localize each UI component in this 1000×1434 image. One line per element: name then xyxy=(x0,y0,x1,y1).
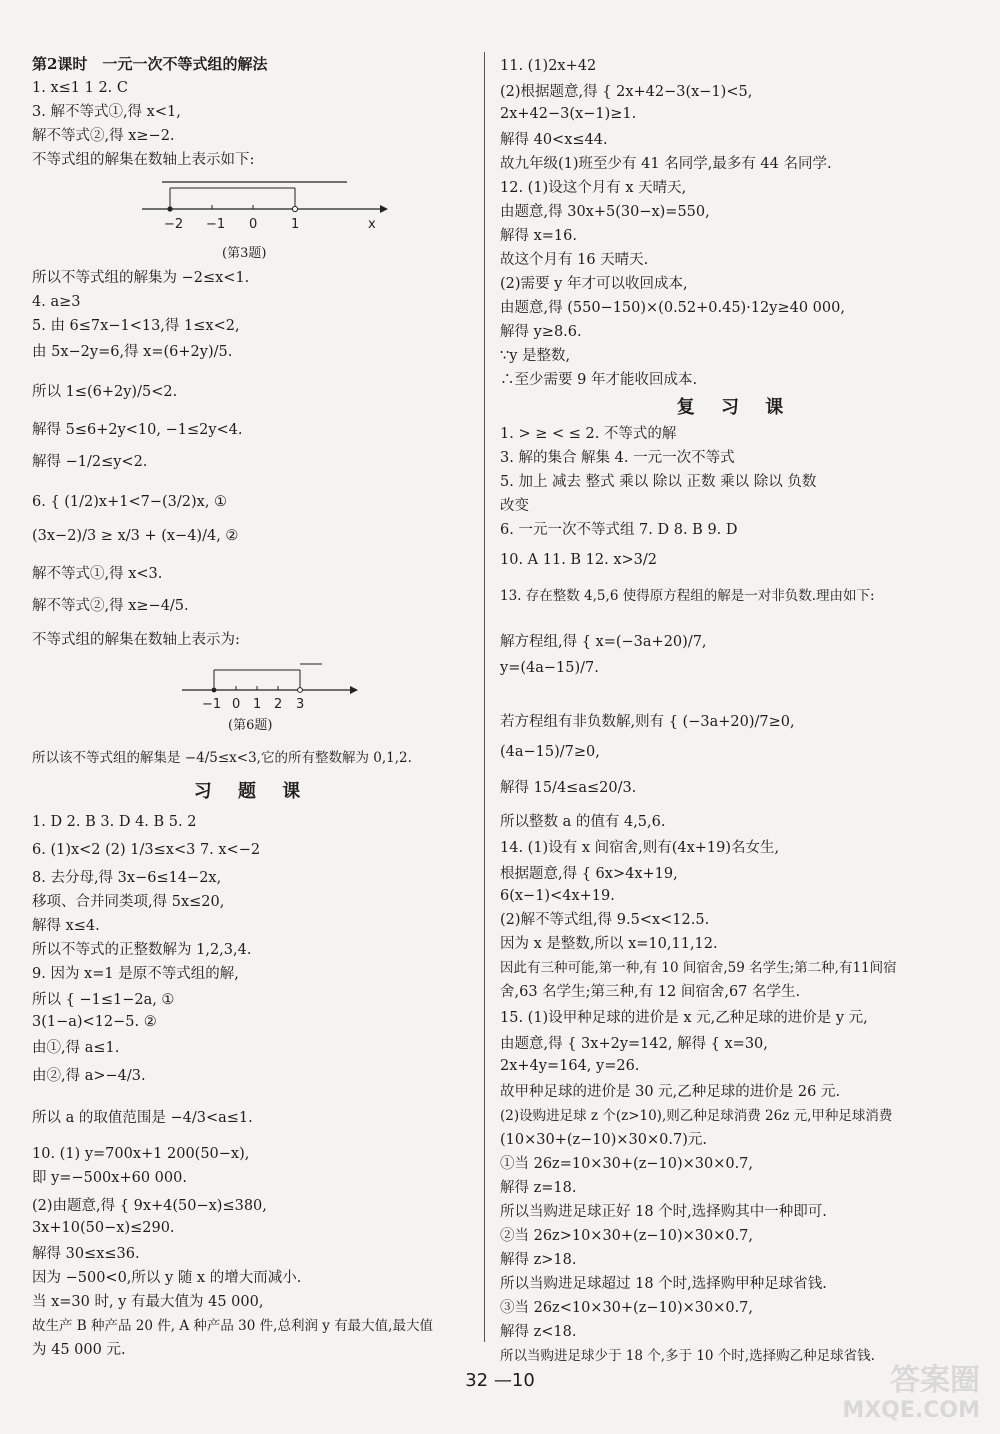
tick-label: −1 xyxy=(202,697,222,712)
answer-line: 6. (1)x<2 (2) 1/3≤x<3 7. x<−2 xyxy=(32,842,261,858)
answer-line: 8. 去分母,得 3x−6≤14−2x, xyxy=(32,870,222,886)
figure-caption: (第6题) xyxy=(228,718,273,733)
answer-line: 解得 30≤x≤36. xyxy=(32,1246,140,1262)
answer-line: (2)需要 y 年才可以收回成本, xyxy=(500,276,688,292)
answer-line: 若方程组有非负数解,则有 { (−3a+20)/7≥0, xyxy=(500,714,795,730)
answer-line: 所以不等式的正整数解为 1,2,3,4. xyxy=(32,942,252,958)
answer-line: 由 5x−2y=6,得 x=(6+2y)/5. xyxy=(32,344,233,360)
answer-line: 解不等式①,得 x<3. xyxy=(32,566,163,582)
answer-line: 所以整数 a 的值有 4,5,6. xyxy=(500,814,666,830)
tick-label: 2 xyxy=(274,697,283,712)
answer-line: 解得 15/4≤a≤20/3. xyxy=(500,780,637,796)
answer-line: 舍,63 名学生;第三种,有 12 间宿舍,67 名学生. xyxy=(500,984,801,1000)
answer-line: 解得 −1/2≤y<2. xyxy=(32,454,148,470)
answer-line: ②当 26z>10×30+(z−10)×30×0.7, xyxy=(500,1228,754,1244)
tick-label: 0 xyxy=(249,217,258,232)
answer-line: 解得 x≤4. xyxy=(32,918,100,934)
answer-line: 12. (1)设这个月有 x 天晴天, xyxy=(500,180,687,196)
tick-label: −2 xyxy=(164,217,184,232)
watermark-logo-text: 答案圈 xyxy=(890,1363,980,1398)
answer-line: 2x+42−3(x−1)≥1. xyxy=(500,106,637,122)
answer-line: 4. a≥3 xyxy=(32,294,81,310)
page-number: 32 —10 xyxy=(465,1370,535,1391)
answer-line: 1. D 2. B 3. D 4. B 5. 2 xyxy=(32,814,197,830)
answer-line: 即 y=−500x+60 000. xyxy=(32,1170,187,1186)
answer-line: 根据题意,得 { 6x>4x+19, xyxy=(500,866,678,882)
number-line-q3 xyxy=(122,176,392,246)
answer-line: 故甲种足球的进价是 30 元,乙种足球的进价是 26 元. xyxy=(500,1084,841,1100)
answer-line: 移项、合并同类项,得 5x≤20, xyxy=(32,894,225,910)
section-title: 习 题 课 xyxy=(193,781,311,802)
answer-line: 当 x=30 时, y 有最大值为 45 000, xyxy=(32,1294,264,1310)
answer-line: 15. (1)设甲种足球的进价是 x 元,乙种足球的进价是 y 元, xyxy=(500,1010,868,1026)
tick-label: 3 xyxy=(296,697,305,712)
answer-line: 3x+10(50−x)≤290. xyxy=(32,1220,175,1236)
answer-line: 10. A 11. B 12. x>3/2 xyxy=(500,552,658,568)
answer-line: 解得 x=16. xyxy=(500,228,577,244)
answer-line: 因为 −500<0,所以 y 随 x 的增大而减小. xyxy=(32,1270,302,1286)
answer-line: 10. (1) y=700x+1 200(50−x), xyxy=(32,1146,250,1162)
answer-line: 13. 存在整数 4,5,6 使得原方程组的解是一对非负数.理由如下: xyxy=(500,588,875,604)
answer-line: 故这个月有 16 天晴天. xyxy=(500,252,649,268)
watermark-url: MXQE.COM xyxy=(842,1398,980,1423)
answer-line: (4a−15)/7≥0, xyxy=(500,744,600,760)
tick-label: 1 xyxy=(253,697,262,712)
lesson-heading: 第2课时 一元一次不等式组的解法 xyxy=(32,55,268,73)
tick-label: −1 xyxy=(206,217,226,232)
column-divider xyxy=(484,52,485,1342)
answer-line: 5. 由 6≤7x−1<13,得 1≤x<2, xyxy=(32,318,240,334)
answer-line: 11. (1)2x+42 xyxy=(500,58,597,74)
answer-line: 5. 加上 减去 整式 乘以 除以 正数 乘以 除以 负数 xyxy=(500,474,817,490)
answer-line: 2x+4y=164, y=26. xyxy=(500,1058,640,1074)
answer-line: 所以当购进足球正好 18 个时,选择购其中一种即可. xyxy=(500,1204,827,1220)
answer-line: 所以当购进足球少于 18 个,多于 10 个时,选择购乙种足球省钱. xyxy=(500,1348,875,1364)
answer-line: 9. 因为 x=1 是原不等式组的解, xyxy=(32,966,239,982)
answer-line: 因此有三种可能,第一种,有 10 间宿舍,59 名学生;第二种,有11间宿 xyxy=(500,960,897,976)
answer-line: 1. x≤1 1 2. C xyxy=(32,80,128,96)
answer-line: 解得 z<18. xyxy=(500,1324,577,1340)
answer-line: 为 45 000 元. xyxy=(32,1342,126,1358)
answer-line: 解不等式②,得 x≥−2. xyxy=(32,128,175,144)
answer-line: 所以当购进足球超过 18 个时,选择购甲种足球省钱. xyxy=(500,1276,827,1292)
answer-line: 解得 5≤6+2y<10, −1≤2y<4. xyxy=(32,422,243,438)
tick-label: 0 xyxy=(232,697,241,712)
answer-line: 所以不等式组的解集为 −2≤x<1. xyxy=(32,270,250,286)
answer-line: 解不等式②,得 x≥−4/5. xyxy=(32,598,189,614)
answer-line: 所以 a 的取值范围是 −4/3<a≤1. xyxy=(32,1110,253,1126)
answer-line: 3. 解不等式①,得 x<1, xyxy=(32,104,181,120)
answer-line: 由题意,得 (550−150)×(0.52+0.45)·12y≥40 000, xyxy=(500,300,845,316)
answer-line: 由题意,得 { 3x+2y=142, 解得 { x=30, xyxy=(500,1036,768,1052)
answer-line: ∵y 是整数, xyxy=(500,348,571,364)
number-line-q6 xyxy=(172,658,362,716)
section-title: 复 习 课 xyxy=(676,397,794,418)
answer-line: ∴至少需要 9 年才能收回成本. xyxy=(500,372,698,388)
answer-line: 解得 z>18. xyxy=(500,1252,577,1268)
axis-label: x xyxy=(368,217,376,232)
answer-line: 所以 1≤(6+2y)/5<2. xyxy=(32,384,178,400)
answer-line: 解得 z=18. xyxy=(500,1180,577,1196)
watermark xyxy=(842,1363,980,1426)
answer-line: 解得 y≥8.6. xyxy=(500,324,582,340)
answer-line: 改变 xyxy=(500,498,529,514)
answer-line: ①当 26z=10×30+(z−10)×30×0.7, xyxy=(500,1156,754,1172)
answer-line: 不等式组的解集在数轴上表示为: xyxy=(32,632,240,648)
answer-line: 解方程组,得 { x=(−3a+20)/7, xyxy=(500,634,707,650)
answer-line: 故九年级(1)班至少有 41 名同学,最多有 44 名同学. xyxy=(500,156,832,172)
answer-line: 6. 一元一次不等式组 7. D 8. B 9. D xyxy=(500,522,738,538)
answer-line: 由题意,得 30x+5(30−x)=550, xyxy=(500,204,710,220)
answer-line: 3. 解的集合 解集 4. 一元一次不等式 xyxy=(500,450,735,466)
answer-line: 不等式组的解集在数轴上表示如下: xyxy=(32,152,255,168)
answer-line: 所以该不等式组的解集是 −4/5≤x<3,它的所有整数解为 0,1,2. xyxy=(32,750,412,766)
answer-line: 因为 x 是整数,所以 x=10,11,12. xyxy=(500,936,718,952)
figure-caption: (第3题) xyxy=(222,246,267,261)
answer-line: 1. > ≥ < ≤ 2. 不等式的解 xyxy=(500,426,677,442)
answer-line: 3(1−a)<12−5. ② xyxy=(32,1014,157,1030)
answer-line: (2)解不等式组,得 9.5<x<12.5. xyxy=(500,912,710,928)
answer-line: 14. (1)设有 x 间宿舍,则有(4x+19)名女生, xyxy=(500,840,780,856)
answer-line: 6(x−1)<4x+19. xyxy=(500,888,615,904)
tick-label: 1 xyxy=(291,217,300,232)
answer-line: (3x−2)/3 ≥ x/3 + (x−4)/4, ② xyxy=(32,528,239,544)
answer-line: 由②,得 a>−4/3. xyxy=(32,1068,146,1084)
answer-line: (2)设购进足球 z 个(z>10),则乙种足球消费 26z 元,甲种足球消费 xyxy=(500,1108,893,1124)
answer-line: y=(4a−15)/7. xyxy=(500,660,599,676)
answer-line: 故生产 B 种产品 20 件, A 种产品 30 件,总利润 y 有最大值,最大值 xyxy=(32,1318,433,1334)
answer-line: ③当 26z<10×30+(z−10)×30×0.7, xyxy=(500,1300,754,1316)
answer-line: (10×30+(z−10)×30×0.7)元. xyxy=(500,1132,707,1148)
answer-line: 解得 40<x≤44. xyxy=(500,132,608,148)
answer-line: 所以 { −1≤1−2a, ① xyxy=(32,992,175,1008)
answer-line: 6. { (1/2)x+1<7−(3/2)x, ① xyxy=(32,494,228,510)
answer-line: 由①,得 a≤1. xyxy=(32,1040,120,1056)
answer-line: (2)根据题意,得 { 2x+42−3(x−1)<5, xyxy=(500,84,753,100)
answer-line: (2)由题意,得 { 9x+4(50−x)≤380, xyxy=(32,1198,267,1214)
